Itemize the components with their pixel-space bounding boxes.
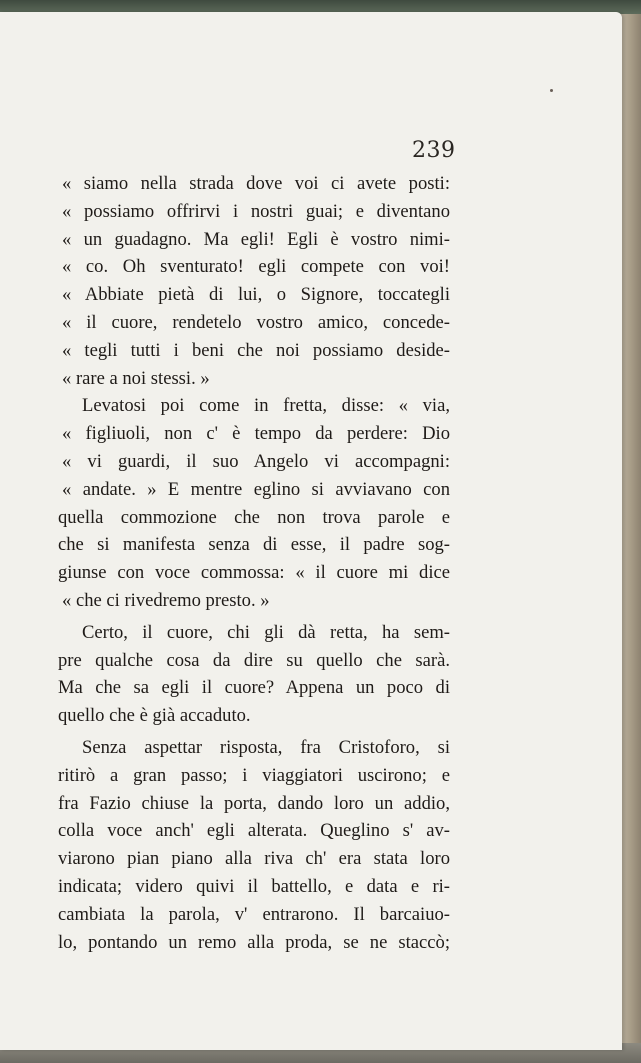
- text-line: cambiata la parola, v' entrarono. Il barcaiuo-: [58, 903, 450, 925]
- text-line: « figliuoli, non c' è tempo da perdere: Dio: [62, 423, 450, 445]
- text-line: fra Fazio chiuse la porta, dando loro un addio,: [58, 792, 450, 814]
- text-line: indicata; videro quivi il battello, e data e ri-: [58, 875, 450, 897]
- text-line: quella commozione che non trova parole e: [58, 506, 450, 528]
- paragraph-first-line: Certo, il cuore, chi gli dà retta, ha sem-: [82, 621, 450, 643]
- text-line: « tegli tutti i beni che noi possiamo deside-: [62, 339, 450, 361]
- text-line: « possiamo offrirvi i nostri guai; e diventano: [62, 200, 450, 222]
- body-text: [58, 170, 450, 956]
- text-line: lo, pontando un remo alla proda, se ne staccò;: [58, 931, 450, 953]
- text-line: « rare a noi stessi. »: [62, 367, 210, 389]
- text-line: « Abbiate pietà di lui, o Signore, toccategli: [62, 284, 450, 306]
- text-line: che si manifesta senza di esse, il padre sog-: [58, 534, 450, 556]
- text-line: quello che è già accaduto.: [58, 705, 251, 727]
- text-line: ritirò a gran passo; i viaggiatori uscirono; e: [58, 764, 450, 786]
- text-line: pre qualche cosa da dire su quello che sarà.: [58, 649, 450, 671]
- text-line: « vi guardi, il suo Angelo vi accompagni:: [62, 450, 450, 472]
- text-line: « siamo nella strada dove voi ci avete posti:: [62, 173, 450, 194]
- text-line: « andate. » E mentre eglino si avviavano con: [62, 478, 450, 500]
- text-line: « un guadagno. Ma egli! Egli è vostro nimi-: [62, 228, 450, 250]
- text-line: viarono pian piano alla riva ch' era stata loro: [58, 848, 450, 870]
- text-line: colla voce anch' egli alterata. Queglino s' av-: [58, 820, 450, 842]
- text-line: Ma che sa egli il cuore? Appena un poco di: [58, 677, 450, 699]
- paragraph-first-line: Senza aspettar risposta, fra Cristoforo, si: [82, 736, 450, 758]
- text-line: « il cuore, rendetelo vostro amico, concede-: [62, 311, 450, 333]
- text-line: « che ci rivedremo presto. »: [62, 589, 270, 611]
- page-number: 239: [412, 138, 456, 163]
- text-line: « co. Oh sventurato! egli compete con voi!: [62, 256, 450, 278]
- text-line: giunse con voce commossa: « il cuore mi dice: [58, 562, 450, 584]
- paper-speck: [550, 89, 553, 92]
- paragraph-first-line: Levatosi poi come in fretta, disse: « via,: [82, 395, 450, 417]
